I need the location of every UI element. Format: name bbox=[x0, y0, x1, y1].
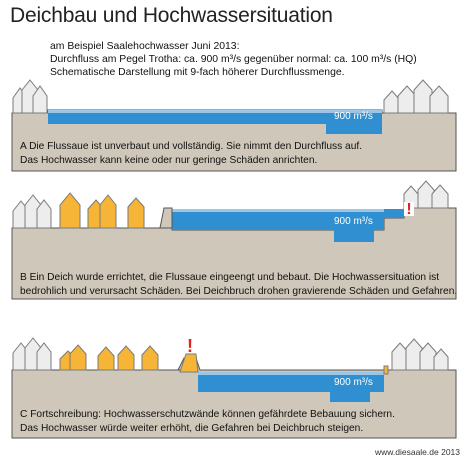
intro-line: Durchfluss am Pegel Trotha: ca. 900 m³/s gegenüber normal: ca. 100 m³/s (HQ) bbox=[50, 54, 417, 65]
panel-a-caption bbox=[20, 140, 362, 167]
panel-c bbox=[0, 330, 470, 445]
water-band bbox=[198, 372, 384, 375]
yellow-house bbox=[118, 346, 134, 370]
yellow-house bbox=[98, 347, 114, 370]
warning-icon: ! bbox=[406, 201, 412, 218]
flow-label: 900 m³/s bbox=[334, 216, 373, 227]
yellow-house bbox=[142, 346, 158, 370]
yellow-house bbox=[60, 193, 80, 228]
water-band bbox=[172, 209, 384, 212]
credit: www.diesaale.de 2013 bbox=[374, 447, 460, 457]
protection-wall bbox=[180, 354, 198, 372]
house bbox=[432, 185, 448, 208]
house bbox=[414, 80, 432, 113]
panel-c-caption bbox=[20, 408, 395, 435]
panel-b-scene bbox=[0, 178, 470, 328]
water-edge bbox=[384, 209, 404, 218]
flow-label: 900 m³/s bbox=[334, 377, 373, 388]
flow-label: 900 m³/s bbox=[334, 111, 373, 122]
intro-line: am Beispiel Saalehochwasser Juni 2013: bbox=[50, 41, 240, 52]
house bbox=[398, 86, 416, 113]
panel-a bbox=[0, 0, 470, 175]
panel-b bbox=[0, 178, 470, 328]
intro-line: Schematische Darstellung mit 9-fach höherer Durchflussmenge. bbox=[50, 67, 345, 78]
warning-icon: ! bbox=[187, 336, 193, 356]
yellow-house bbox=[100, 195, 116, 228]
dike bbox=[160, 208, 172, 228]
caption-line: Das Hochwasser kann keine oder nur geringe Schäden anrichten. bbox=[20, 154, 318, 166]
caption-line: Das Hochwasser würde weiter erhöht, die Gefahren bei Deichbruch steigen. bbox=[20, 422, 364, 434]
yellow-house bbox=[70, 345, 86, 370]
diagram-title: Deichbau und Hochwassersituation bbox=[10, 4, 333, 27]
caption-line: A Die Flussaue ist unverbaut und vollständig. Sie nimmt den Durchfluss auf. bbox=[20, 141, 363, 152]
panel-b-caption bbox=[20, 271, 457, 298]
water-band bbox=[48, 110, 382, 113]
yellow-house bbox=[128, 198, 144, 228]
house bbox=[430, 86, 448, 113]
water-channel bbox=[330, 392, 370, 402]
water-channel bbox=[326, 124, 382, 134]
protection-wall bbox=[384, 366, 388, 374]
water-channel bbox=[334, 230, 374, 242]
caption-line: C Fortschreibung: Hochwasserschutzwände können gefährdete Bebauung sichern. bbox=[20, 409, 395, 420]
caption-line: bedrohlich und verursacht Schäden. Bei Deichbruch drohen gravierende Schäden und Gefahren. bbox=[20, 285, 458, 297]
caption-line: B Ein Deich wurde errichtet, die Flussaue eingeengt und bebaut. Die Hochwassersituation ist bbox=[20, 272, 440, 283]
